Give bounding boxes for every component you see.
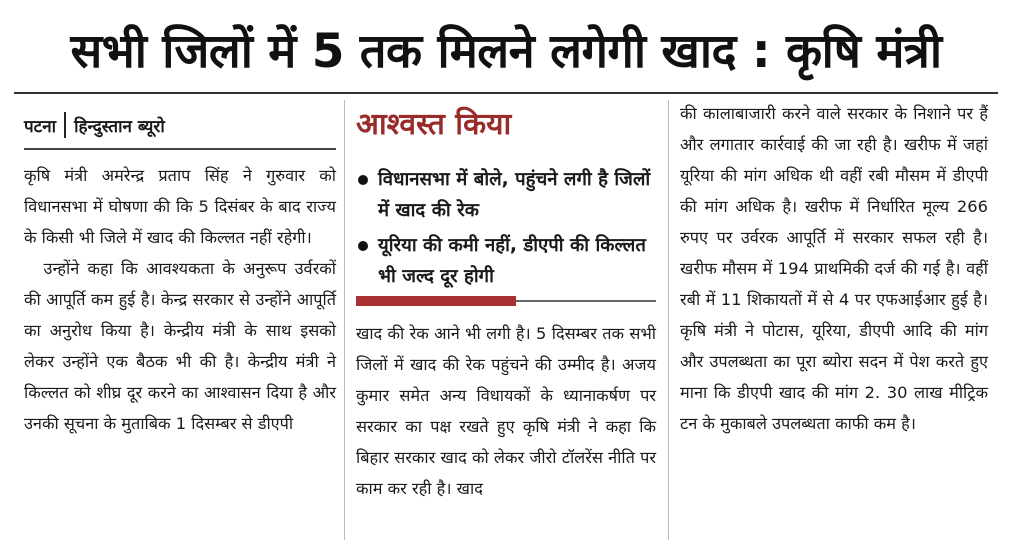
byline-source: हिन्दुस्तान ब्यूरो [74, 116, 165, 137]
sidebox-bullets [356, 164, 656, 296]
column-divider [668, 100, 669, 540]
article-column-3 [680, 98, 988, 439]
paragraph: उन्होंने कहा कि आवश्यकता के अनुरूप उर्वरकों की आपूर्ति कम हुई है। केन्द्र सरकार से उन्होंने आपूर्ति का अनुरोध किया है। केन्द्रीय मंत्री के साथ इसको लेकर उन्होंने एक बैठक भी की है। केन्द्रीय मंत्री ने किल्लत को शीघ्र दूर करने का आश्वासन दिया है और उनकी सूचना के मुताबिक 1 दिसम्बर से डीएपी [24, 259, 336, 433]
bullet-dot-icon [358, 241, 368, 251]
paragraph: कृषि मंत्री अमरेन्द्र प्रताप सिंह ने गुरुवार को विधानसभा में घोषणा की कि 5 दिसंबर के बाद राज्य के किसी भी जिले में खाद की किल्लत नहीं रहेगी। [24, 166, 336, 247]
paragraph: की कालाबाजारी करने वाले सरकार के निशाने पर हैं और लगातार कार्रवाई की जा रही है। खरीफ में जहां यूरिया की मांग अधिक थी वहीं रबी मौसम में डीएपी की मांग अधिक है। खरीफ में निर्धारित मूल्य 266 रुपए पर उर्वरक आपूर्ति में सरकार सफल रही है। खरीफ मौसम में 194 प्राथमिकी दर्ज की गई है। वहीं रबी में 11 शिकायतों में से 4 पर एफआईआर हुई है। कृषि मंत्री ने पोटास, यूरिया, डीएपी आदि की मांग और उपलब्धता का पूरा ब्योरा सदन में पेश करते हुए माना कि डीएपी खाद की मांग 2. 30 लाख मीट्रिक टन के मुकाबले उपलब्धता काफी कम है। [680, 104, 988, 433]
byline [24, 107, 336, 143]
bullet-text: यूरिया की कमी नहीं, डीएपी की किल्लत भी जल्द दूर होगी [378, 235, 646, 287]
bullet-item [356, 164, 656, 226]
accent-bar [356, 296, 516, 306]
headline: सभी जिलों में 5 तक मिलने लगेगी खाद : कृषि मंत्री [70, 24, 942, 79]
accent-rule [516, 300, 656, 302]
bullet-item [356, 230, 656, 292]
sidebox-heading: आश्वस्त किया [356, 107, 512, 142]
headline-rule [14, 92, 998, 94]
article-column-1 [24, 160, 336, 439]
paragraph: खाद की रेक आने भी लगी है। 5 दिसम्बर तक सभी जिलों में खाद की रेक पहुंचने की उम्मीद है। अजय कुमार समेत अन्य विधायकों के ध्यानाकर्षण पर सरकार का पक्ष रखते हुए कृषि मंत्री ने कहा कि बिहार सरकार खाद को लेकर जीरो टॉलरेंस नीति पर काम कर रही है। खाद [356, 324, 656, 498]
column-divider [344, 100, 345, 540]
article-column-2 [356, 318, 656, 504]
byline-place: पटना [24, 116, 57, 137]
byline-separator [64, 112, 66, 138]
bullet-text: विधानसभा में बोले, पहुंचने लगी है जिलों में खाद की रेक [378, 169, 651, 221]
byline-rule [24, 148, 336, 150]
bullet-dot-icon [358, 175, 368, 185]
